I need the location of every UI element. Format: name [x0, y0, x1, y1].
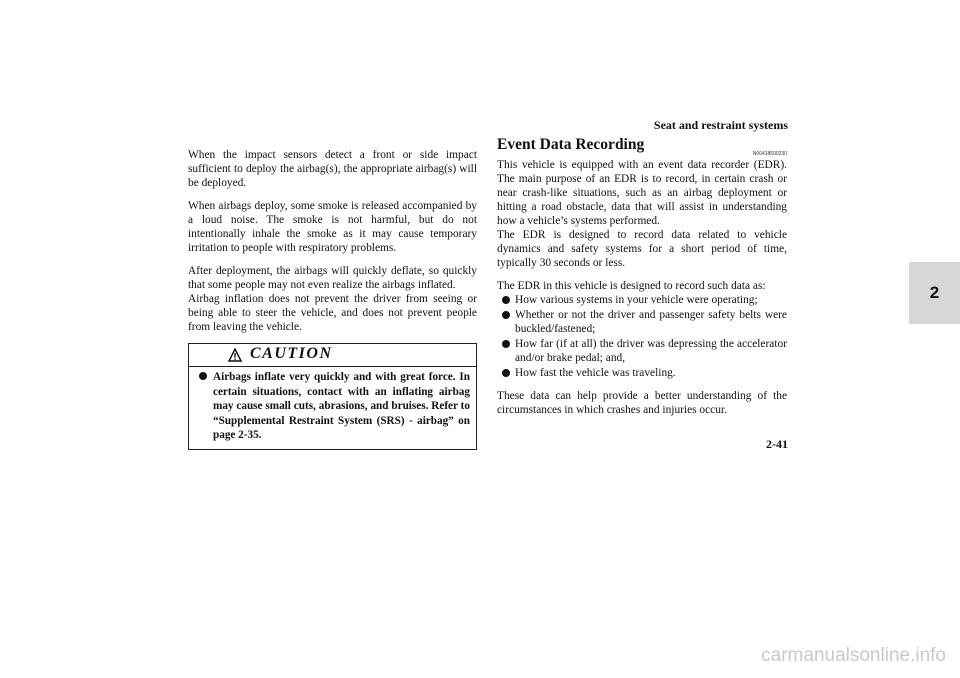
caution-title: CAUTION [250, 345, 333, 362]
warning-triangle-icon [228, 348, 242, 362]
reference-code: N00418600230 [752, 151, 787, 157]
list-item: How fast the vehicle was traveling. [497, 366, 787, 380]
paragraph-closing: These data can help provide a better understanding of the circumstances in which crashes and injuries occur. [497, 390, 787, 416]
edr-data-list [497, 293, 787, 380]
section-title: Event Data Recording [497, 136, 645, 153]
bullet-icon [502, 311, 510, 319]
caution-box [188, 343, 477, 450]
paragraph-edr-data: The EDR in this vehicle is designed to record such data as: [497, 280, 766, 292]
bullet-icon [199, 372, 207, 380]
paragraph-impact-sensors: When the impact sensors detect a front or side impact sufficient to deploy the airbag(s), the appropriate airbag(s) will be deployed. [188, 149, 477, 189]
caution-header [189, 344, 476, 367]
list-item: How various systems in your vehicle were operating; [497, 293, 787, 307]
paragraph-edr-intro: This vehicle is equipped with an event data recorder (EDR). The main purpose of an EDR is to record, in certain crash or near crash-like situations, such as an airbag deployment or hitting a road obstacle, data that will assist in understanding how a vehicle’s systems performed. [497, 159, 787, 227]
list-item: How far (if at all) the driver was depressing the accelerator and/or brake pedal; and, [497, 337, 787, 365]
left-column [188, 148, 477, 450]
bullet-icon [502, 369, 510, 377]
page-number: 2-41 [766, 437, 788, 451]
paragraph-deflate: After deployment, the airbags will quickly deflate, so quickly that some people may not even realize the airbags inflated. [188, 265, 477, 291]
caution-text: Airbags inflate very quickly and with great force. In certain situations, contact with an inflating airbag may cause small cuts, abrasions, and bruises. Refer to “Supplemental Restraint System (SRS) - airbag” on page 2-35. [213, 371, 470, 441]
paragraph-inflation-visibility: Airbag inflation does not prevent the driver from seeing or being able to steer the vehicle, and does not prevent people from leaving the vehicle. [188, 293, 477, 333]
watermark: carmanualsonline.info [761, 645, 946, 666]
list-item: Whether or not the driver and passenger safety belts were buckled/fastened; [497, 308, 787, 336]
paragraph-smoke: When airbags deploy, some smoke is released accompanied by a loud noise. The smoke is not harmful, but do not intentionally inhale the smoke as it may cause temporary irritation to people with respiratory problems. [188, 200, 477, 254]
chapter-tab: 2 [909, 262, 960, 324]
bullet-icon [502, 296, 510, 304]
paragraph-edr-design: The EDR is designed to record data related to vehicle dynamics and safety systems for a short period of time, typically 30 seconds or less. [497, 229, 787, 269]
bullet-icon [502, 340, 510, 348]
caution-body [189, 367, 476, 449]
right-column [497, 136, 787, 426]
running-header: Seat and restraint systems [653, 118, 788, 132]
